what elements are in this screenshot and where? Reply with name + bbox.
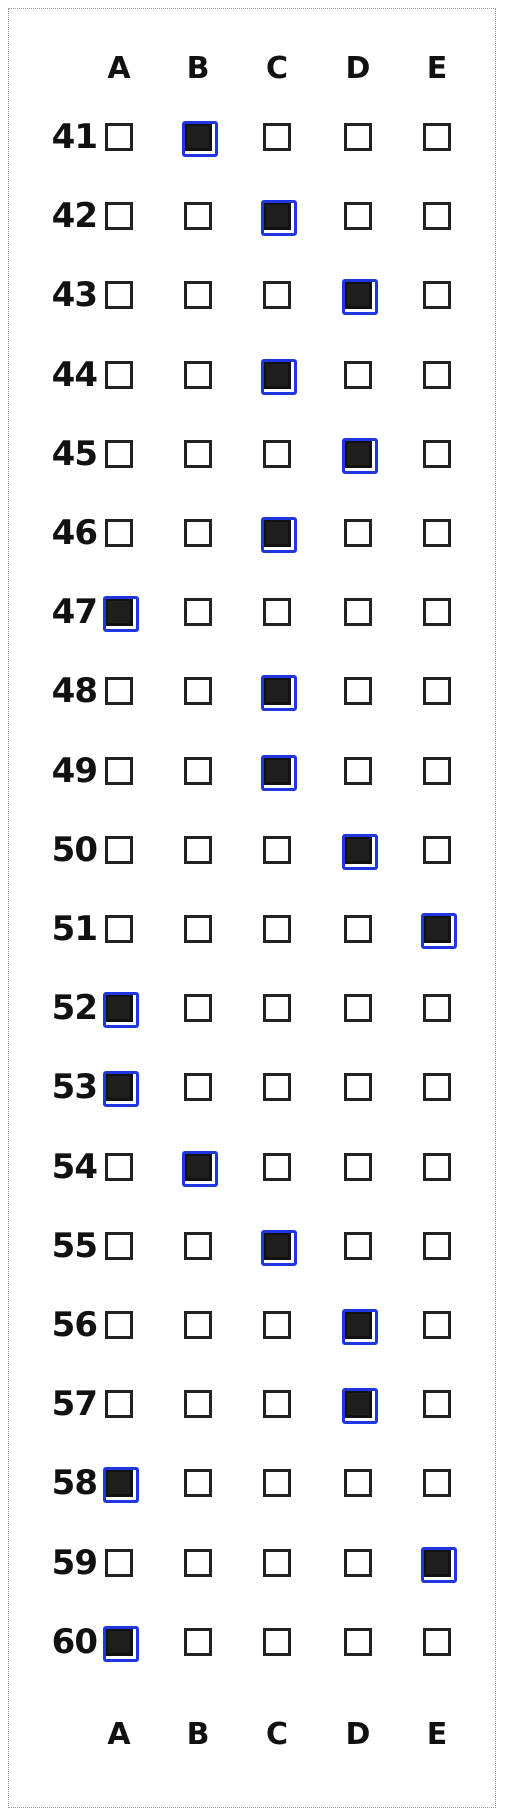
bubble-q50-b[interactable] (184, 836, 212, 864)
bubble-q56-d[interactable] (344, 1311, 372, 1339)
question-number-51: 51 (51, 909, 97, 949)
bubble-q57-e[interactable] (423, 1390, 451, 1418)
bubble-q41-a[interactable] (105, 123, 133, 151)
bubble-q42-e[interactable] (423, 202, 451, 230)
bubble-q46-b[interactable] (184, 519, 212, 547)
question-number-46: 46 (51, 513, 97, 553)
bubble-q58-b[interactable] (184, 1469, 212, 1497)
bubble-q56-a[interactable] (105, 1311, 133, 1339)
bubble-q48-e[interactable] (423, 677, 451, 705)
bubble-q54-e[interactable] (423, 1153, 451, 1181)
bubble-q41-c[interactable] (263, 123, 291, 151)
header-column-a: A (107, 50, 131, 86)
bubble-q47-b[interactable] (184, 598, 212, 626)
question-number-42: 42 (51, 196, 97, 237)
bubble-q45-c[interactable] (263, 440, 291, 468)
bubble-q51-c[interactable] (263, 915, 291, 943)
question-number-43: 43 (51, 275, 97, 316)
header-column-c: C (265, 50, 289, 86)
bubble-q56-c[interactable] (263, 1311, 291, 1339)
bubble-q55-a[interactable] (105, 1232, 133, 1260)
bubble-q50-c[interactable] (263, 836, 291, 864)
bubble-q57-c[interactable] (263, 1390, 291, 1418)
bubble-q52-e[interactable] (423, 994, 451, 1022)
bubble-q46-d[interactable] (344, 519, 372, 547)
bubble-q46-a[interactable] (105, 519, 133, 547)
bubble-q58-d[interactable] (344, 1469, 372, 1497)
bubble-q43-a[interactable] (105, 281, 133, 309)
bubble-q42-b[interactable] (184, 202, 212, 230)
bubble-q58-a[interactable] (105, 1469, 133, 1497)
question-number-55: 55 (51, 1225, 97, 1266)
bubble-q52-c[interactable] (263, 994, 291, 1022)
bubble-q60-b[interactable] (184, 1628, 212, 1656)
bubble-q49-a[interactable] (105, 757, 133, 785)
bubble-q57-d[interactable] (344, 1390, 372, 1418)
bubble-q54-d[interactable] (344, 1153, 372, 1181)
bubble-q51-d[interactable] (344, 915, 372, 943)
bubble-q53-d[interactable] (344, 1073, 372, 1101)
bubble-q43-e[interactable] (423, 281, 451, 309)
bubble-q42-d[interactable] (344, 202, 372, 230)
bubble-q57-a[interactable] (105, 1390, 133, 1418)
footer-column-d: D (345, 1716, 371, 1752)
header-column-e: E (426, 50, 448, 86)
footer-column-a: A (107, 1716, 131, 1752)
bubble-q58-e[interactable] (423, 1469, 451, 1497)
bubble-q47-c[interactable] (263, 598, 291, 626)
bubble-q42-c[interactable] (263, 202, 291, 230)
bubble-q60-e[interactable] (423, 1628, 451, 1656)
bubble-q59-a[interactable] (105, 1549, 133, 1577)
bubble-q43-b[interactable] (184, 281, 212, 309)
bubble-q49-b[interactable] (184, 757, 212, 785)
bubble-q52-b[interactable] (184, 994, 212, 1022)
question-number-59: 59 (51, 1542, 97, 1583)
footer-column-b: B (186, 1716, 210, 1752)
bubble-q45-a[interactable] (105, 440, 133, 468)
bubble-q44-c[interactable] (263, 361, 291, 389)
bubble-q41-d[interactable] (344, 123, 372, 151)
bubble-q46-e[interactable] (423, 519, 451, 547)
question-number-41: 41 (51, 117, 97, 157)
bubble-q52-a[interactable] (105, 994, 133, 1022)
bubble-q49-e[interactable] (423, 757, 451, 785)
bubble-q44-e[interactable] (423, 361, 451, 389)
bubble-q49-c[interactable] (263, 757, 291, 785)
bubble-q43-d[interactable] (344, 281, 372, 309)
question-number-52: 52 (51, 988, 97, 1029)
bubble-q50-a[interactable] (105, 836, 133, 864)
bubble-q54-b[interactable] (184, 1153, 212, 1181)
bubble-q60-a[interactable] (105, 1628, 133, 1656)
bubble-q55-d[interactable] (344, 1232, 372, 1260)
bubble-q46-c[interactable] (263, 519, 291, 547)
bubble-q48-b[interactable] (184, 677, 212, 705)
bubble-q45-b[interactable] (184, 440, 212, 468)
bubble-q59-b[interactable] (184, 1549, 212, 1577)
bubble-q50-e[interactable] (423, 836, 451, 864)
bubble-q51-a[interactable] (105, 915, 133, 943)
bubble-q57-b[interactable] (184, 1390, 212, 1418)
bubble-q56-b[interactable] (184, 1311, 212, 1339)
question-number-45: 45 (51, 433, 97, 474)
bubble-q55-c[interactable] (263, 1232, 291, 1260)
bubble-q47-e[interactable] (423, 598, 451, 626)
bubble-q58-c[interactable] (263, 1469, 291, 1497)
question-number-60: 60 (51, 1621, 97, 1662)
bubble-q59-e[interactable] (423, 1549, 451, 1577)
bubble-q55-e[interactable] (423, 1232, 451, 1260)
bubble-q45-d[interactable] (344, 440, 372, 468)
header-column-d: D (345, 50, 371, 86)
bubble-q54-a[interactable] (105, 1153, 133, 1181)
question-number-54: 54 (51, 1146, 97, 1187)
bubble-q60-c[interactable] (263, 1628, 291, 1656)
bubble-q43-c[interactable] (263, 281, 291, 309)
bubble-q53-e[interactable] (423, 1073, 451, 1101)
bubble-q42-a[interactable] (105, 202, 133, 230)
bubble-q60-d[interactable] (344, 1628, 372, 1656)
question-number-56: 56 (51, 1305, 97, 1345)
bubble-q41-b[interactable] (184, 123, 212, 151)
question-number-50: 50 (51, 829, 97, 870)
bubble-q59-c[interactable] (263, 1549, 291, 1577)
bubble-q48-c[interactable] (263, 677, 291, 705)
bubble-q52-d[interactable] (344, 994, 372, 1022)
header-column-b: B (186, 50, 210, 86)
bubble-q48-a[interactable] (105, 677, 133, 705)
question-number-47: 47 (51, 592, 97, 633)
bubble-q59-d[interactable] (344, 1549, 372, 1577)
footer-column-e: E (426, 1716, 448, 1752)
bubble-q51-b[interactable] (184, 915, 212, 943)
footer-column-c: C (265, 1716, 289, 1752)
bubble-q54-c[interactable] (263, 1153, 291, 1181)
bubble-q41-e[interactable] (423, 123, 451, 151)
question-number-44: 44 (51, 354, 97, 395)
bubble-q48-d[interactable] (344, 677, 372, 705)
question-number-57: 57 (51, 1384, 97, 1425)
question-number-49: 49 (51, 750, 97, 791)
bubble-q44-d[interactable] (344, 361, 372, 389)
bubble-q47-a[interactable] (105, 598, 133, 626)
bubble-q49-d[interactable] (344, 757, 372, 785)
bubble-q44-a[interactable] (105, 361, 133, 389)
bubble-q45-e[interactable] (423, 440, 451, 468)
bubble-q53-b[interactable] (184, 1073, 212, 1101)
question-number-58: 58 (51, 1463, 97, 1504)
bubble-q53-c[interactable] (263, 1073, 291, 1101)
bubble-q51-e[interactable] (423, 915, 451, 943)
bubble-q47-d[interactable] (344, 598, 372, 626)
bubble-q44-b[interactable] (184, 361, 212, 389)
bubble-q50-d[interactable] (344, 836, 372, 864)
answer-sheet (8, 8, 496, 1808)
bubble-q56-e[interactable] (423, 1311, 451, 1339)
question-number-53: 53 (51, 1067, 97, 1108)
bubble-q55-b[interactable] (184, 1232, 212, 1260)
question-number-48: 48 (51, 671, 97, 712)
bubble-q53-a[interactable] (105, 1073, 133, 1101)
